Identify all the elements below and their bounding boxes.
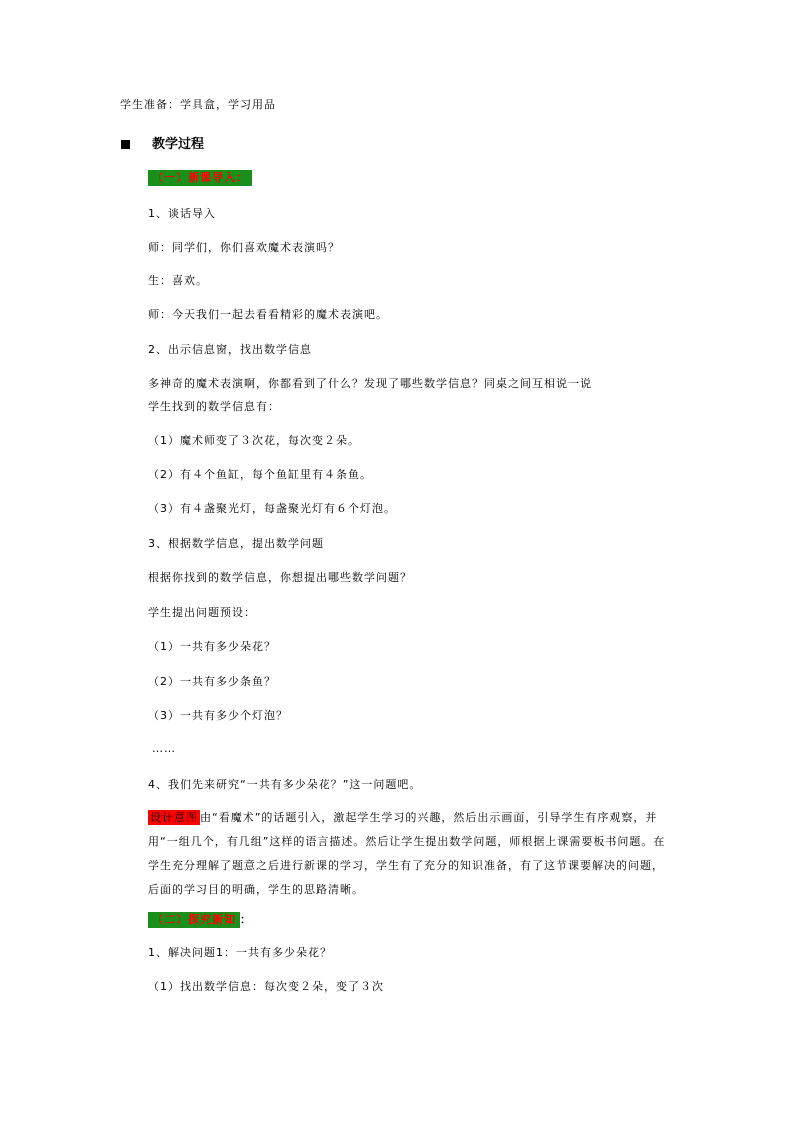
student-line-1: 生：喜欢。	[148, 274, 208, 287]
ellipsis: ……	[152, 742, 176, 755]
info-item-3: （3）有４盏聚光灯，每盏聚光灯有６个灯泡。	[148, 502, 396, 515]
teacher-line-2: 师：今天我们一起去看看精彩的魔术表演吧。	[148, 308, 388, 321]
preset-question-3: （3）一共有多少个灯泡？	[148, 709, 288, 722]
part2-label: （二）探究新知	[148, 912, 240, 928]
solve-step-1a: （1）找出数学信息：每次变２朵，变了３次	[148, 980, 384, 993]
student-prep: 学生准备：学具盒，学习用品	[120, 98, 276, 111]
square-bullet-icon	[121, 140, 130, 149]
part2-colon: ：	[240, 913, 252, 926]
step4: 4、我们先来研究“一共有多少朵花？”这一问题吧。	[148, 778, 422, 791]
info-item-2: （2）有４个鱼缸，每个鱼缸里有４条鱼。	[148, 468, 372, 481]
step1: 1、谈话导入	[148, 207, 216, 220]
section-heading	[121, 133, 204, 152]
question-1b: 学生找到的数学信息有：	[148, 400, 280, 413]
preset-question-2: （2）一共有多少条鱼？	[148, 675, 276, 688]
question-1: 多神奇的魔术表演啊，你都看到了什么？发现了哪些数学信息？同桌之间互相说一说	[148, 377, 592, 390]
part2-label-row	[148, 912, 252, 928]
question-2: 根据你找到的数学信息，你想提出哪些数学问题？	[148, 571, 412, 584]
step2: 2、出示信息窗，找出数学信息	[148, 343, 312, 356]
preset-question-1: （1）一共有多少朵花？	[148, 640, 276, 653]
design-intent-label: 设计意图	[150, 811, 198, 824]
teacher-line-1: 师：同学们，你们喜欢魔术表演吗？	[148, 241, 340, 254]
info-item-1: （1）魔术师变了３次花，每次变２朵。	[148, 434, 360, 447]
part1-label: （一）新课导入：	[148, 170, 252, 186]
section-heading-text: 教学过程	[152, 137, 205, 152]
design-intent-text: 由“看魔术”的话题引入，激起学生学习的兴趣，然后出示画面，引导学生有序观察，并用“一组几个，有几组”这样的语言描述。然后让学生提出数学问题，师根据上课需要板书问题。在学生充分理解了题意之后进行新课的学习，学生有了充分的知识准备，有了这节课要解决的问题，后面的学习目的明确，学生的思路清晰。	[148, 811, 666, 896]
question-2b: 学生提出问题预设：	[148, 606, 256, 619]
solve-step-1: 1、解决问题1：一共有多少朵花？	[148, 946, 332, 959]
design-intent-paragraph	[148, 806, 668, 902]
part1-label-row	[148, 170, 252, 186]
step3: 3、根据数学信息，提出数学问题	[148, 537, 324, 550]
